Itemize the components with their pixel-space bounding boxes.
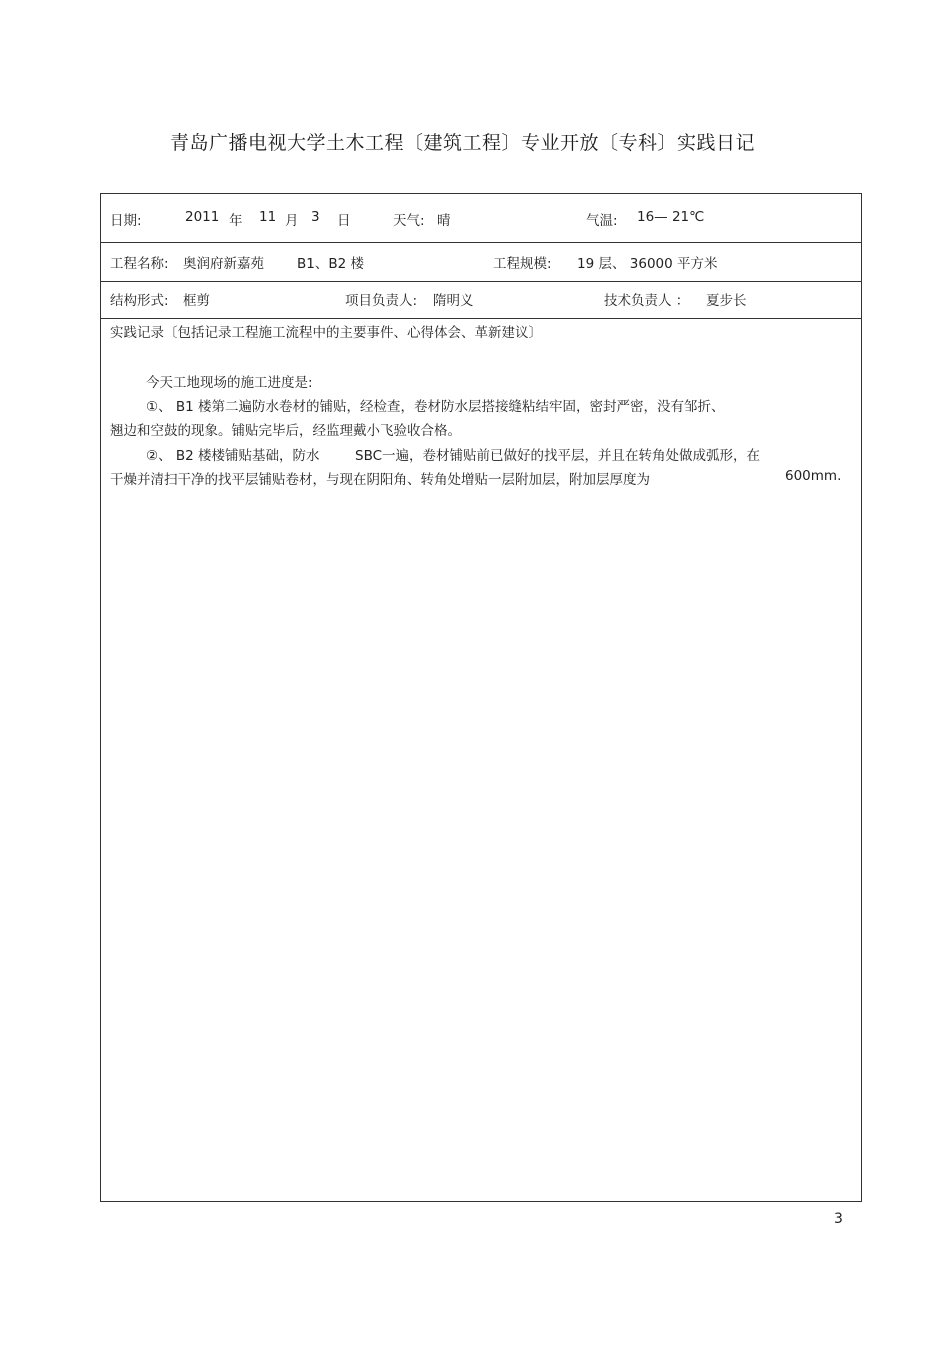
project-manager-label: 项目负责人:: [345, 293, 418, 309]
project-row: [101, 243, 861, 282]
technical-lead-label: 技术负责人 ：: [604, 293, 690, 309]
practice-record: [101, 319, 861, 1199]
date-weather-row: [101, 194, 861, 243]
month-unit: 月: [285, 213, 299, 229]
record-item-1-line-1: ①、 B1 楼第二遍防水卷材的铺贴，经检查，卷材防水层搭接缝粘结牢固，密封严密，没有邹折、: [146, 399, 725, 415]
record-item-2-line-2-part-2: 600mm.: [785, 468, 842, 484]
project-scale-value: 19 层、 36000 平方米: [577, 256, 718, 272]
date-day: 3: [311, 209, 320, 225]
record-item-2-line-1-part-1: ②、 B2 楼楼铺贴基础，防水: [146, 448, 320, 464]
temperature-label: 气温:: [586, 213, 618, 229]
date-month: 11: [259, 209, 277, 225]
project-scale-label: 工程规模:: [493, 256, 552, 272]
weather-value: 晴: [437, 213, 451, 229]
structure-label: 结构形式:: [110, 293, 169, 309]
year-unit: 年: [229, 213, 243, 229]
temperature-value: 16— 21℃: [637, 209, 705, 225]
date-year: 2011: [185, 209, 220, 225]
project-name-value: 奥润府新嘉苑: [183, 256, 264, 272]
record-item-1-line-2: 翘边和空鼓的现象。铺贴完毕后，经监理戴小飞验收合格。: [110, 423, 461, 439]
technical-lead-value: 夏步长: [706, 293, 747, 309]
page-number: 3: [834, 1211, 843, 1227]
structure-row: [101, 282, 861, 319]
project-buildings: B1、B2 楼: [297, 256, 364, 272]
record-intro: 今天工地现场的施工进度是:: [146, 375, 313, 391]
record-item-2-line-1-part-2: SBC一遍，卷材铺贴前已做好的找平层，并且在转角处做成弧形，在: [355, 448, 761, 464]
weather-label: 天气:: [393, 213, 425, 229]
structure-value: 框剪: [183, 293, 210, 309]
day-unit: 日: [337, 213, 351, 229]
date-label: 日期:: [110, 213, 142, 229]
record-heading: 实践记录〔包括记录工程施工流程中的主要事件、心得体会、革新建议〕: [110, 325, 542, 341]
record-item-2-line-2-part-1: 干燥并清扫干净的找平层铺贴卷材，与现在阴阳角、转角处增贴一层附加层，附加层厚度为: [110, 472, 650, 488]
project-manager-value: 隋明义: [433, 293, 474, 309]
page-title: 青岛广播电视大学土木工程〔建筑工程〕专业开放〔专科〕实践日记: [169, 132, 755, 154]
diary-form: [100, 193, 862, 1202]
project-name-label: 工程名称:: [110, 256, 169, 272]
